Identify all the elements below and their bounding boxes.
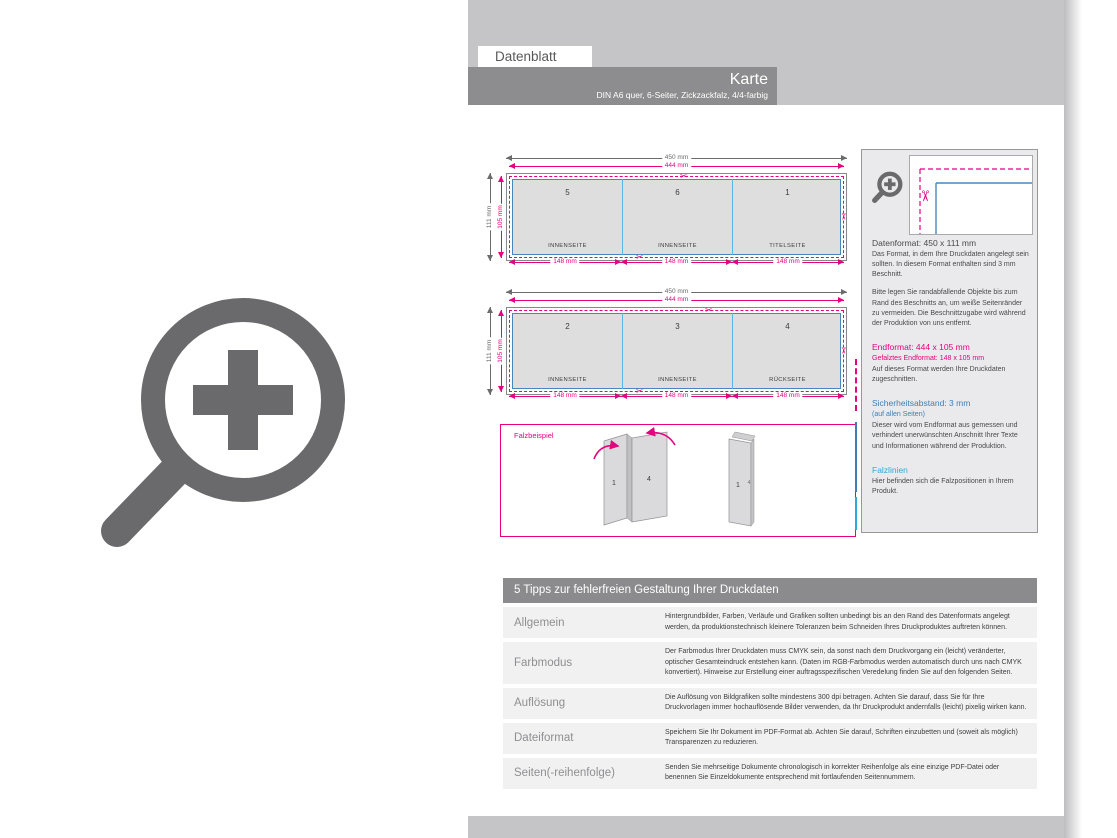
dimension-end-width: 444 mm [509, 166, 844, 167]
row-label: Auflösung [514, 697, 566, 709]
layout-diagram-inside [486, 286, 850, 410]
product-subtitle: DIN A6 quer, 6-Seiter, Zickzackfalz, 4/4-farbig [596, 90, 768, 100]
panel-number: 1 [785, 188, 790, 197]
safety-rect [512, 313, 841, 389]
dimension-end-height: 105 mm [501, 310, 502, 392]
table-row [503, 607, 1037, 638]
table-row [503, 688, 1037, 719]
section-title-endformat: Endformat: 444 x 105 mm [872, 341, 970, 352]
svg-text:4: 4 [647, 476, 651, 483]
panel-number: 6 [675, 188, 680, 197]
panel-label: INNENSEITE [658, 243, 697, 249]
fold-example-illustration [501, 425, 855, 536]
product-title: Karte [729, 71, 768, 88]
panel-label: INNENSEITE [548, 243, 587, 249]
dimension-outer-height: 111 mm [490, 173, 491, 261]
svg-text:1: 1 [736, 482, 740, 489]
section-title-falzlinien: Falzlinien [872, 464, 908, 475]
corner-detail-illustration [910, 156, 1032, 234]
dimension-outer-width: 450 mm [506, 292, 847, 293]
svg-text:1: 1 [612, 480, 616, 487]
table-row [503, 758, 1037, 789]
scissors-icon: ✂ [636, 386, 644, 396]
dimension-segment: 148 mm [509, 262, 621, 263]
section-subtitle: Gefalztes Endformat: 148 x 105 mm [872, 354, 985, 362]
scissors-icon: ✂ [916, 189, 933, 203]
legend-cutline [855, 359, 857, 411]
panel-number: 3 [675, 322, 680, 331]
panel-number: 2 [565, 322, 570, 331]
row-label: Dateiformat [514, 732, 574, 744]
row-label: Seiten(-reihenfolge) [514, 767, 616, 779]
row-text: Hintergrundbilder, Farben, Verläufe und Grafiken sollten unbedingt bis an den Rand des Datenformats angelegt werden, da produktionstechnisch kleinere Toleranzen beim Schneiden Ihres Druckproduktes auftreten können. [665, 613, 1010, 631]
scissors-icon: ✂ [680, 171, 688, 181]
table-row [503, 642, 1037, 684]
table-row [503, 723, 1037, 754]
row-text: Die Auflösung von Bildgrafiken sollte mindestens 300 dpi betragen. Achten Sie darauf, dass Sie für Ihre Druckvorlagen immer hochauflösende Bilder verwenden, da Ihr Druckprodukt andernfalls (leicht) pixelig wirken kann. [665, 693, 1027, 711]
dimension-outer-height: 111 mm [490, 307, 491, 395]
section-text: Auf dieses Format werden Ihre Druckdaten zugeschnitten. [872, 365, 1006, 384]
zoom-magnifier-icon[interactable] [85, 283, 365, 573]
panel-label: RÜCKSEITE [769, 377, 806, 383]
section-subtitle: (auf allen Seiten) [872, 411, 925, 419]
panel-number: 4 [785, 322, 790, 331]
page-edge-shadow [1064, 0, 1082, 838]
layout-diagram-outside [486, 152, 850, 276]
magnifier-icon [868, 170, 906, 208]
dimension-segment: 148 mm [621, 396, 732, 397]
fold-example-label: Falzbeispiel [514, 431, 554, 440]
row-text: Senden Sie mehrseitige Dokumente chronologisch in korrekter Reihenfolge als eine einzige PDF-Datei oder benennen Sie Einzeldokumente entsprechend mit fortlaufenden Seitennummern. [665, 763, 1000, 781]
safety-rect [512, 179, 841, 255]
panel-number: 5 [565, 188, 570, 197]
section-text: Dieser wird vom Endformat aus gemessen und verhindert unerwünschten Anschnitt Ihrer Texte und Informationen während der Produktion. [872, 422, 1018, 450]
dimension-outer-width: 450 mm [506, 158, 847, 159]
datenblatt-tab: Datenblatt [478, 46, 592, 67]
zoom-detail-box [909, 155, 1033, 235]
legend-safety [855, 422, 857, 492]
row-label: Allgemein [514, 616, 565, 629]
section-title-sicherheitsabstand: Sicherheitsabstand: 3 mm [872, 398, 971, 409]
tips-table-title: 5 Tipps zur fehlerfreien Gestaltung Ihrer Druckdaten [503, 578, 1037, 603]
footer-band [468, 816, 1064, 838]
dimension-segment: 148 mm [732, 396, 844, 397]
section-text: Hier befinden sich die Falzpositionen in Ihrem Produkt. [872, 477, 1014, 495]
dimension-segment: 148 mm [621, 262, 732, 263]
row-text: Speichern Sie Ihr Dokument im PDF-Format ab. Achten Sie darauf, Schriften einzubetten und (soweit als möglich) Transparenzen zu reduzieren. [665, 728, 1018, 746]
panel-label: TITELSEITE [769, 243, 806, 249]
legend-foldline [855, 497, 857, 530]
dimension-segment: 148 mm [509, 396, 621, 397]
row-text: Der Farbmodus Ihrer Druckdaten muss CMYK sein, da sonst nach dem Druckvorgang ein (leicht) veränderter, optischer Gesamteindruck entstehen kann. (Daten im RGB-Farbmodus werden automatisch durch uns nach CMYK konvertiert). Hinweise zur Erstellung einer auftragsspezifischen Veredelung finden Sie auf den folgenden Seiten. [665, 648, 1022, 676]
dimension-end-width: 444 mm [509, 300, 844, 301]
sidebar-content [872, 238, 1030, 505]
info-sidebar [861, 149, 1038, 533]
svg-text:4: 4 [747, 480, 751, 486]
tips-table [503, 578, 1037, 789]
row-label: Farbmodus [514, 656, 573, 669]
scissors-icon: ✂ [705, 305, 713, 315]
dimension-end-height: 105 mm [501, 176, 502, 258]
section-text: Bitte legen Sie randabfallende Objekte bis zum Rand des Beschnitts an, um weiße Seitenränder zu vermeiden. Die Beschnittzugabe wird während der Produktion von uns entfernt. [872, 289, 1026, 327]
scissors-icon: ✂ [838, 212, 849, 221]
section-text: Das Format, in dem Ihre Druckdaten angelegt sein sollten. In diesem Format enthalten sind 3 mm Beschnitt. [872, 251, 1029, 279]
panel-label: INNENSEITE [658, 377, 697, 383]
fold-example-box [500, 424, 856, 537]
section-title-datenformat: Datenformat: 450 x 111 mm [872, 238, 977, 248]
panel-label: INNENSEITE [548, 377, 587, 383]
dimension-segment: 148 mm [732, 262, 844, 263]
title-bar [468, 67, 777, 105]
scissors-icon: ✂ [636, 252, 644, 262]
scissors-icon: ✂ [838, 346, 849, 355]
